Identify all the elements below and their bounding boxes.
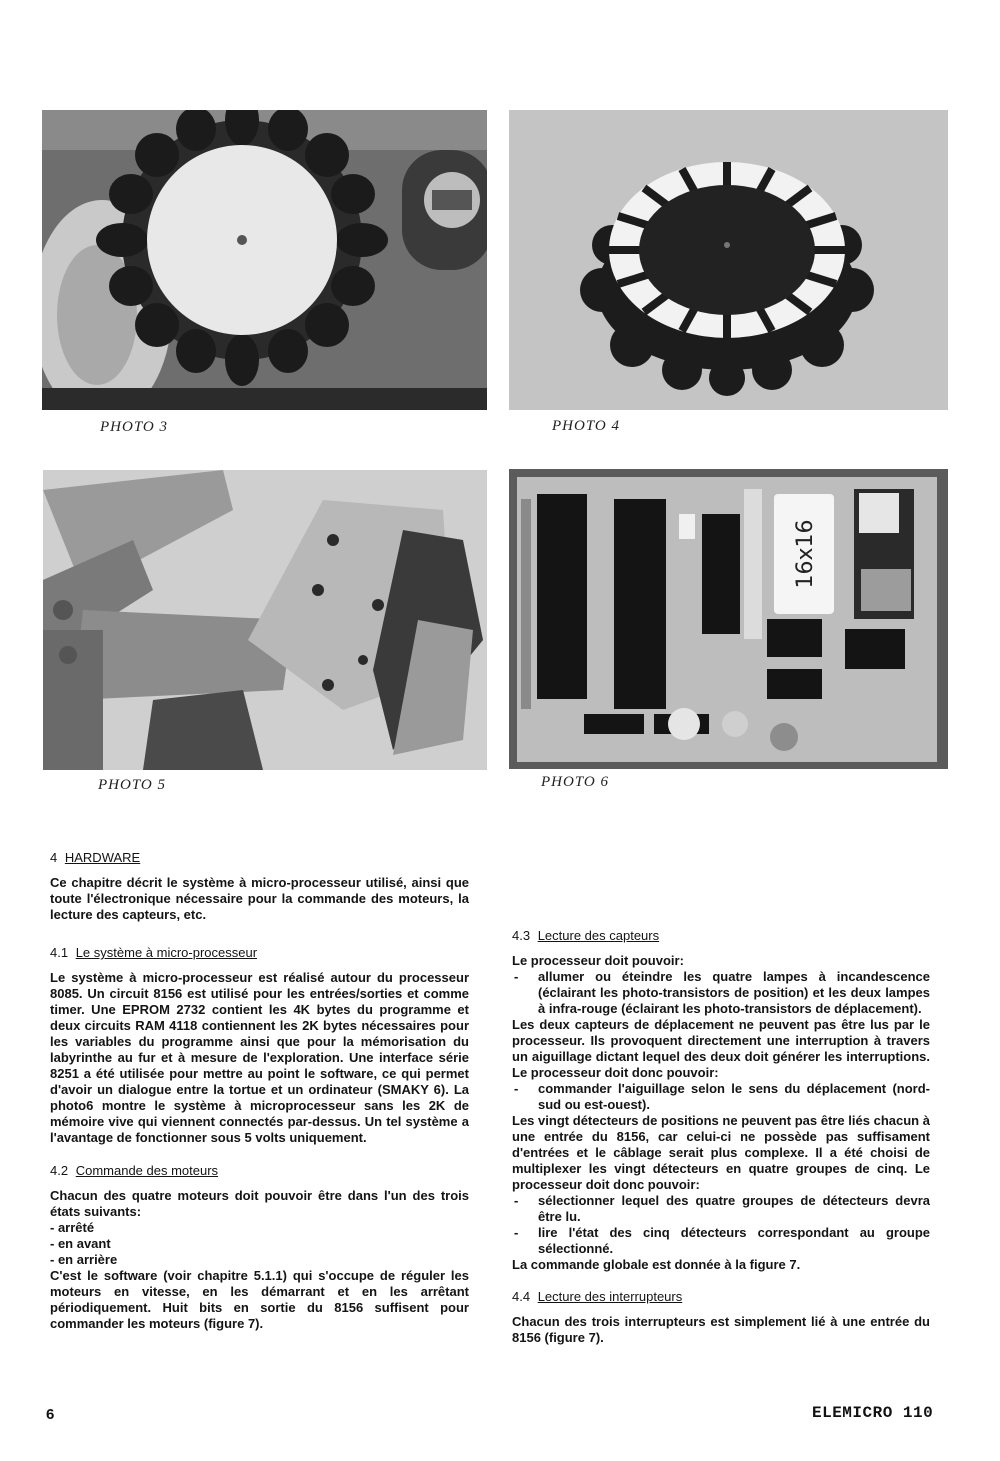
section-4-intro: Ce chapitre décrit le système à micro-processeur utilisé, ainsi que toute l'électronique nécessaire pour la commande des moteurs, la lecture des capteurs, etc. xyxy=(50,875,469,922)
section-4-3-title: Lecture des capteurs xyxy=(537,928,660,943)
photo-4-caption: PHOTO 4 xyxy=(552,418,620,434)
photo-6 xyxy=(509,469,948,769)
section-4-3-para4: La commande globale est donnée à la figure 7. xyxy=(512,1257,801,1272)
list-item: - lire l'état des cinq détecteurs correspondant au groupe sélectionné. xyxy=(512,1225,930,1257)
section-4-3-para3: Les vingt détecteurs de positions ne peuvent pas être liés chacun à une entrée du 8156, car celui-ci ne possède pas suffisament d'entrées et le câblage serait plus complexe. Il a été choisi de multiplexer les vingt détecteurs en quatre groupes de cinq. Le processeur doit donc pouvoir: xyxy=(512,1113,930,1192)
photo-4-image xyxy=(509,110,948,410)
photo-4 xyxy=(509,110,948,410)
section-4-4-heading xyxy=(512,1289,930,1305)
section-4-4-text: Chacun des trois interrupteurs est simplement lié à une entrée du 8156 (figure 7). xyxy=(512,1314,930,1345)
section-4-1-number: 4.1 xyxy=(50,945,69,960)
list-item: - arrêté xyxy=(50,1220,95,1235)
section-4-3-heading xyxy=(512,928,930,944)
section-4-2-intro: Chacun des quatre moteurs doit pouvoir être dans l'un des trois états suivants: xyxy=(50,1188,469,1219)
photo-3-caption: PHOTO 3 xyxy=(100,419,168,435)
section-4-1-title: Le système à micro-processeur xyxy=(75,945,258,960)
sensor-list-3 xyxy=(512,1193,930,1257)
section-4-2-outro: C'est le software (voir chapitre 5.1.1) qui s'occupe de réguler les moteurs en vitesse, en les démarrant et en les arrêtant périodiquement. Huit bits en sortie du 8156 suffisent pour commander les moteurs (figure 7). xyxy=(50,1268,469,1331)
magazine-name: ELEMICRO 110 xyxy=(812,1404,934,1422)
section-4-title: HARDWARE xyxy=(64,850,141,865)
photo-5-caption: PHOTO 5 xyxy=(98,777,166,793)
list-item: - commander l'aiguillage selon le sens du déplacement (nord-sud ou est-ouest). xyxy=(512,1081,930,1113)
section-4-2-number: 4.2 xyxy=(50,1163,69,1178)
photo-3 xyxy=(42,110,487,410)
section-4-number: 4 xyxy=(50,850,58,865)
list-item: - sélectionner lequel des quatre groupes de détecteurs devra être lu. xyxy=(512,1193,930,1225)
list-item: - en arrière xyxy=(50,1252,118,1267)
section-4-4-title: Lecture des interrupteurs xyxy=(537,1289,683,1304)
section-4-3-number: 4.3 xyxy=(512,928,531,943)
sensor-list-2 xyxy=(512,1081,930,1113)
right-column xyxy=(512,928,930,1346)
section-4-4-number: 4.4 xyxy=(512,1289,531,1304)
photo-5 xyxy=(43,470,487,770)
sensor-list-1 xyxy=(512,969,930,1017)
motor-states-list xyxy=(50,1220,469,1268)
section-4-1-text: Le système à micro-processeur est réalisé autour du processeur 8085. Un circuit 8156 est utilisé pour les entrées/sorties et comme timer. Une EPROM 2732 contient les 4K bytes du programme et deux circuits RAM 4118 contiennent les 2K bytes nécessaires pour les variables du programme ainsi que pour la mémorisation du labyrinthe au fur et à mesure de l'exploration. Une interface série 8251 a été utilisée pour mettre au point le software, ce qui permet d'avoir un dialogue entre la tortue et un ordinateur (SMAKY 6). La photo6 montre le système à microprocesseur sans les 2K de mémoire vive qui viennent connectés par-dessus. Un tel système a l'avantage de fonctionner sous 5 volts uniquement. xyxy=(50,970,469,1145)
section-4-1-heading xyxy=(50,945,469,961)
photo-3-image xyxy=(42,110,487,410)
photo-5-image xyxy=(43,470,487,770)
section-4-3-intro: Le processeur doit pouvoir: xyxy=(512,953,684,968)
section-4-heading xyxy=(50,850,469,866)
photo-6-caption: PHOTO 6 xyxy=(541,774,609,790)
list-item: - allumer ou éteindre les quatre lampes à incandescence (éclairant les photo-transistors de position) et les deux lampes à infra-rouge (éclairant les photo-transistors de déplacement). xyxy=(512,969,930,1017)
page-number: 6 xyxy=(46,1406,55,1423)
section-4-2-title: Commande des moteurs xyxy=(75,1163,219,1178)
section-4-2-heading xyxy=(50,1163,469,1179)
section-4-3-para2: Les deux capteurs de déplacement ne peuvent pas être lus par le processeur. Ils provoquent directement une interruption à travers un aiguillage dictant lequel des deux doit générer les interruptions. Le processeur doit donc pouvoir: xyxy=(512,1017,930,1080)
left-column xyxy=(50,850,469,1332)
photo-6-image xyxy=(509,469,948,769)
photo-6-chip-label: 16x16 xyxy=(793,519,818,589)
list-item: - en avant xyxy=(50,1236,111,1251)
